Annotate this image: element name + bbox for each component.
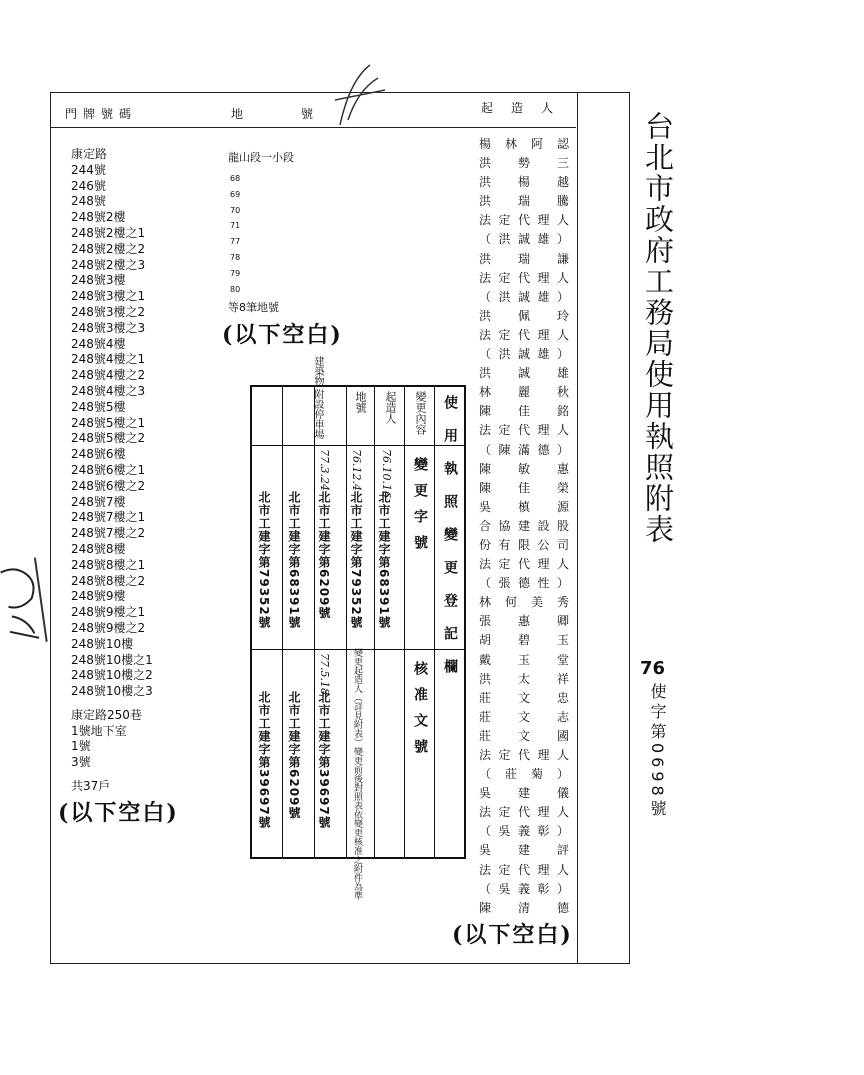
- applicant-item: （洪誠雄）: [479, 232, 569, 247]
- entry-no-4: 北市工建字第39697號: [317, 691, 331, 829]
- address-item: [71, 700, 153, 708]
- applicant-item: 法定代理人: [479, 805, 569, 820]
- address-item: 248號10樓: [71, 636, 134, 651]
- address-item: 248號4樓之2: [71, 368, 146, 383]
- applicant-item: 陳敏惠: [479, 461, 569, 476]
- address-item: 248號3樓之1: [71, 289, 146, 304]
- address-item: 248號8樓之2: [71, 573, 146, 588]
- row-label-change-content: 變更內容: [414, 391, 427, 435]
- address-item: 248號5樓之1: [71, 415, 146, 430]
- stamp-scribble-icon: [0, 558, 46, 648]
- applicant-item: 法定代理人: [479, 270, 569, 285]
- applicant-item: （洪誠雄）: [479, 347, 569, 362]
- applicant-item: （張德性）: [479, 576, 569, 591]
- address-item: 248號6樓之1: [71, 462, 146, 477]
- applicant-item: 戴玉堂: [479, 652, 569, 667]
- applicant-item: 吳槙源: [479, 499, 569, 514]
- applicant-item: （洪誠雄）: [479, 289, 569, 304]
- header-people: 起造人: [481, 101, 572, 115]
- address-item: 共37戶: [71, 779, 111, 794]
- address-item: 246號: [71, 178, 106, 193]
- address-item: 248號8樓之1: [71, 557, 146, 572]
- entry-date-4: 77.5.18: [318, 653, 331, 695]
- land-lot-item: 68: [230, 174, 241, 183]
- row-label-land: 地號: [354, 391, 367, 413]
- header-land: 地號: [231, 107, 372, 121]
- usage-table-title: 使用執照變更登記欄: [442, 395, 458, 692]
- blank-note-address: (以下空白): [58, 800, 179, 826]
- applicant-item: 莊文國: [479, 728, 569, 743]
- applicant-item: 楊林阿認: [479, 137, 569, 151]
- applicant-item: 洪瑞謙: [479, 251, 569, 266]
- entry-no-2: 北市工建字第79352號: [349, 491, 363, 629]
- applicant-item: 洪誠雄: [479, 366, 569, 381]
- address-item: 248號2樓之1: [71, 225, 146, 240]
- address-item: 248號9樓之1: [71, 605, 146, 620]
- applicant-item: 合協建設股: [479, 518, 569, 533]
- address-item: [71, 771, 153, 779]
- side-stamp-mark: [0, 557, 48, 647]
- applicant-item: 法定代理人: [479, 423, 569, 438]
- land-lot-item: 69: [230, 189, 241, 199]
- address-item: 248號7樓: [71, 494, 126, 509]
- applicant-item: 陳佳榮: [479, 480, 569, 495]
- entry-no-7: 北市工建字第6209號: [287, 691, 301, 820]
- address-item: 248號2樓之3: [71, 257, 146, 272]
- address-item: 248號4樓之1: [71, 352, 146, 367]
- applicant-item: 法定代理人: [479, 327, 569, 342]
- applicant-item: 洪楊越: [479, 175, 569, 190]
- address-item: 248號2樓: [71, 210, 126, 225]
- entry-no-8: 北市工建字第39697號: [257, 691, 271, 829]
- land-section: 龍山段一小段: [228, 151, 294, 164]
- applicant-item: 莊文忠: [479, 690, 569, 705]
- address-item: 248號7樓之2: [71, 526, 146, 541]
- header-address: 門牌號碼: [65, 107, 138, 121]
- address-item: 248號3樓之2: [71, 304, 146, 319]
- land-lot-list: [228, 171, 294, 297]
- address-item: 248號9樓之2: [71, 620, 146, 635]
- applicant-item: 林麗秋: [479, 385, 569, 400]
- applicant-item: 法定代理人: [479, 748, 569, 762]
- address-item: 248號9樓: [71, 589, 126, 604]
- applicant-item: 陳清德: [479, 900, 569, 915]
- column-divider-title: [577, 93, 578, 963]
- col-header-change-no: 變更字號: [412, 457, 428, 561]
- top-scribble-icon: [330, 60, 390, 130]
- address-item: 248號7樓之1: [71, 510, 146, 525]
- land-summary: 等8筆地號: [228, 301, 279, 315]
- address-item: 248號8樓: [71, 541, 126, 556]
- applicant-item: 胡碧玉: [479, 633, 569, 648]
- address-item: 248號10樓之1: [71, 652, 153, 667]
- applicant-item: 洪勢三: [479, 156, 569, 171]
- address-item: 248號4樓: [71, 336, 126, 351]
- entry-no-5: 北市工建字第68391號: [287, 491, 301, 629]
- address-item: 248號5樓之2: [71, 431, 146, 446]
- applicant-list: [479, 135, 569, 918]
- address-item: 1號: [71, 739, 91, 754]
- entry-date-1: 76.10.16: [380, 449, 393, 498]
- blank-note-people: (以下空白): [452, 922, 573, 948]
- land-lot-item: 79: [230, 268, 241, 278]
- address-item: 3號: [71, 755, 91, 770]
- applicant-item: 林何美秀: [479, 595, 569, 610]
- applicant-item: （陳滿德）: [479, 442, 569, 457]
- address-item: 康定路250巷: [71, 707, 142, 722]
- applicant-item: 法定代理人: [479, 557, 569, 572]
- applicant-item: 陳佳銘: [479, 404, 569, 419]
- address-item: 248號10樓之2: [71, 668, 153, 683]
- applicant-item: 洪太祥: [479, 671, 569, 686]
- applicant-item: 莊文志: [479, 709, 569, 724]
- entry-no-6: 北市工建字第79352號: [257, 491, 271, 629]
- entry-no-3: 北市工建字第6209號: [317, 491, 331, 620]
- address-item: 1號地下室: [71, 723, 127, 738]
- applicant-item: 法定代理人: [479, 862, 569, 877]
- header-divider: [51, 127, 576, 128]
- applicant-item: 吳建儀: [479, 786, 569, 801]
- margin-note: 建築物 附設停車場: [312, 356, 323, 440]
- permit-year: 76: [640, 658, 666, 679]
- address-item: 248號6樓之2: [71, 478, 146, 493]
- applicant-item: （吳義彰）: [479, 824, 569, 839]
- address-item: 248號6樓: [71, 447, 126, 462]
- address-item: 248號10樓之3: [71, 684, 153, 699]
- applicant-item: 張惠卿: [479, 614, 569, 629]
- address-item: 248號4樓之3: [71, 383, 146, 398]
- address-list: [71, 147, 153, 795]
- land-lot-item: 70: [230, 205, 241, 215]
- form-title: 台北市政府工務局使用執照附表: [641, 111, 675, 545]
- entry-date-3: 77.3.24: [318, 449, 331, 491]
- blank-note-land: (以下空白): [222, 322, 343, 348]
- applicant-item: 份有限公司: [479, 537, 569, 552]
- address-item: 248號3樓之3: [71, 320, 146, 335]
- row-label-applicant: 起造人: [384, 391, 397, 424]
- applicant-item: 法定代理人: [479, 213, 569, 228]
- address-item: 244號: [71, 162, 106, 177]
- col-header-approval-no: 核准文號: [412, 661, 428, 765]
- land-lot-item: 80: [230, 284, 241, 294]
- address-item: 248號2樓之2: [71, 241, 146, 256]
- address-item: 248號: [71, 194, 106, 209]
- address-item: 248號5樓: [71, 399, 126, 414]
- address-item: 康定路: [71, 147, 108, 161]
- address-item: 248號3樓: [71, 273, 126, 288]
- applicant-item: （吳義彰）: [479, 881, 569, 896]
- applicant-item: 洪瑞騰: [479, 194, 569, 209]
- applicant-item: 洪佩玲: [479, 308, 569, 323]
- entry-date-2: 76.12.4: [350, 449, 363, 491]
- land-lot-item: 78: [230, 252, 241, 262]
- permit-number: 使字第0698號: [648, 683, 667, 820]
- applicant-item: 吳建評: [479, 843, 569, 858]
- land-lot-item: 77: [230, 237, 241, 247]
- land-lot-item: 71: [230, 221, 241, 231]
- entry-no-1: 北市工建字第68391號: [377, 491, 391, 629]
- land-lot-column: [228, 149, 294, 315]
- applicant-item: （莊菊）: [479, 767, 569, 782]
- pasted-change-note: 變更起造人（詳見附表）變更前後對照表依變更核准之附件為準: [352, 648, 362, 900]
